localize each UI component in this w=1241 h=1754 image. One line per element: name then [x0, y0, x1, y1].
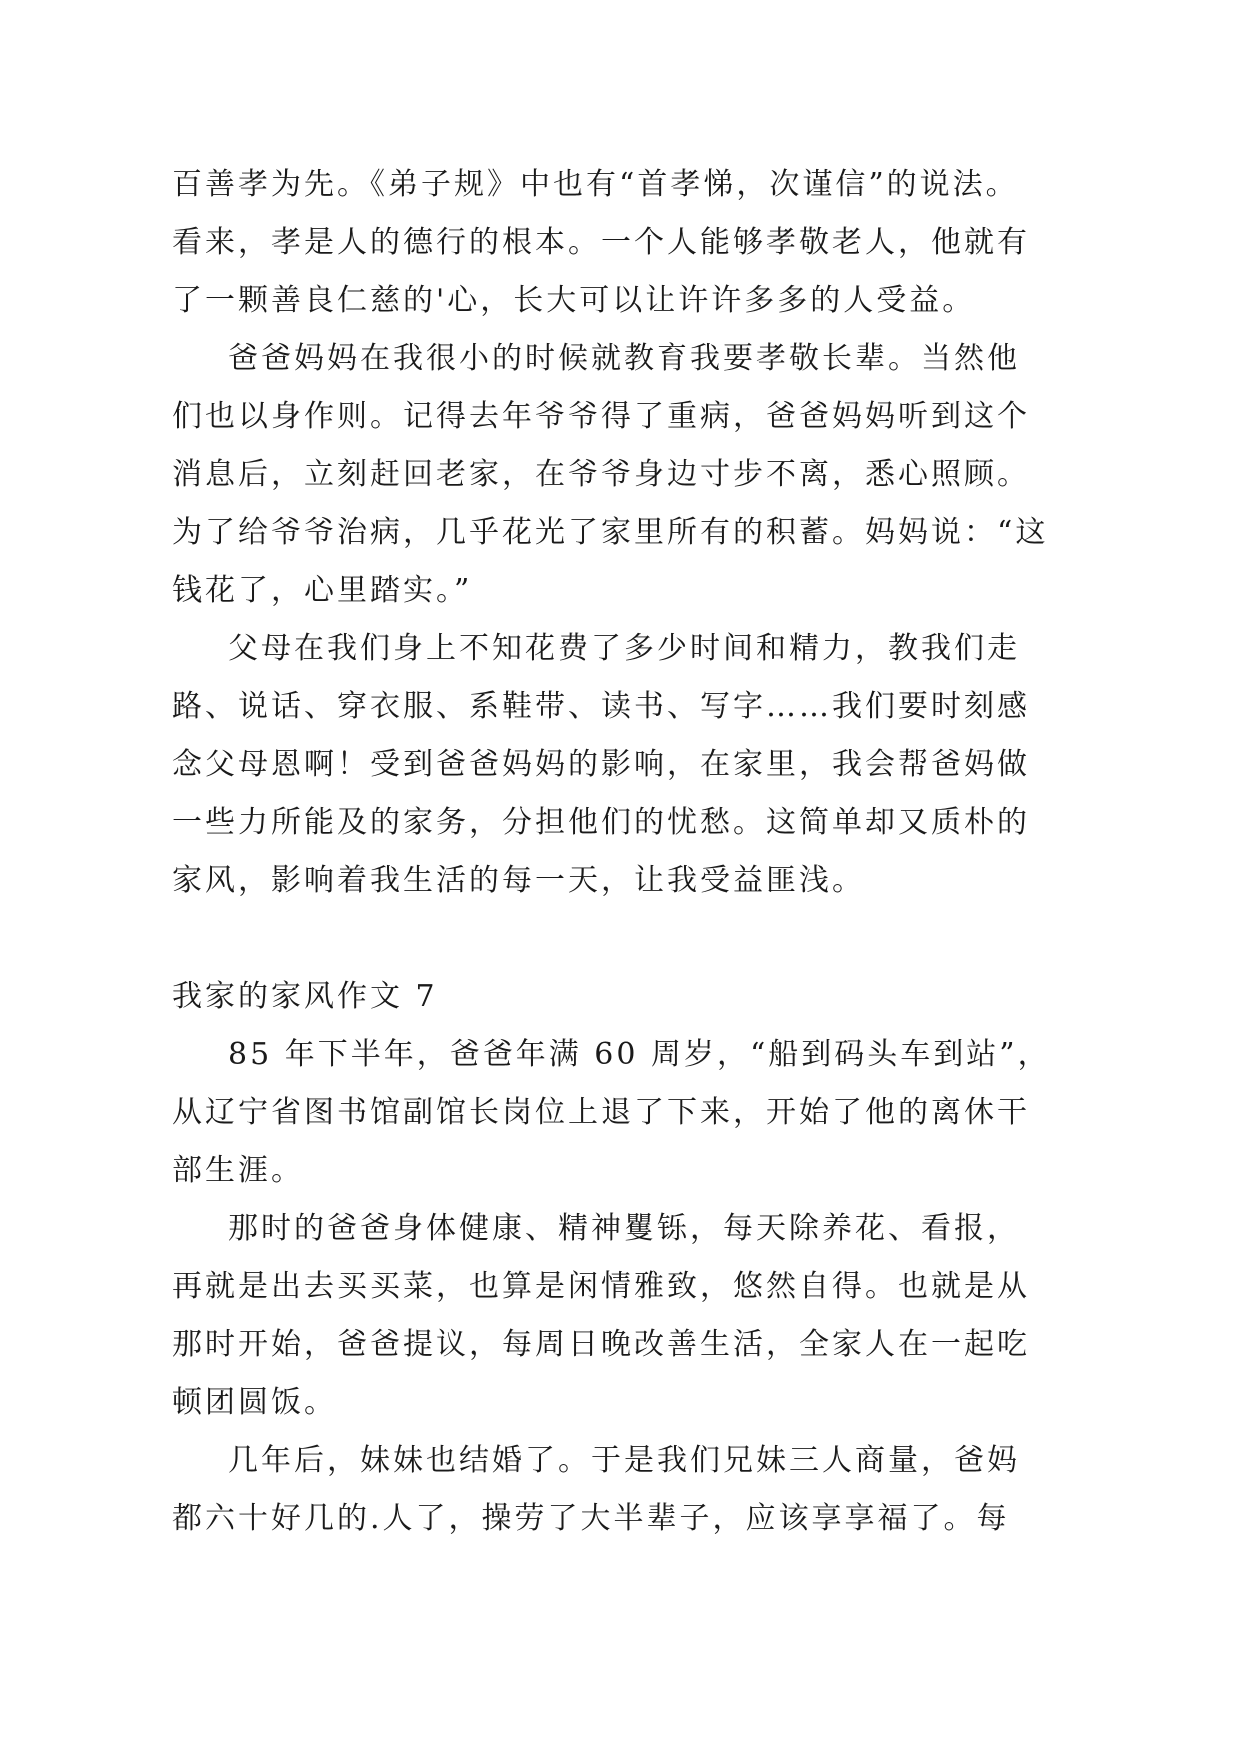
text-line: 百善孝为先。《弟子规》中也有“首孝悌，次谨信”的说法。: [172, 167, 1019, 202]
section-previous-essay: [172, 156, 1172, 910]
text-line: 了一颗善良仁慈的'心，长大可以让许许多多的人受益。: [172, 283, 976, 318]
paragraph: [172, 1200, 1172, 1432]
text-line: 那时的爸爸身体健康、精神矍铄，每天除养花、看报，: [228, 1211, 1020, 1246]
text-line: 85 年下半年，爸爸年满 60 周岁，“船到码头车到站”，: [228, 1037, 1051, 1072]
text-line: 们也以身作则。记得去年爷爷得了重病，爸爸妈妈听到这个: [172, 399, 1030, 434]
essay-title: 我家的家风作文 7: [172, 979, 438, 1014]
text-line: 那时开始，爸爸提议，每周日晚改善生活，全家人在一起吃: [172, 1327, 1030, 1362]
paragraph: [172, 620, 1172, 910]
paragraph: [172, 330, 1172, 620]
text-line: 消息后，立刻赶回老家，在爷爷身边寸步不离，悉心照顾。: [172, 457, 1030, 492]
text-line: 部生涯。: [172, 1153, 304, 1188]
paragraph-continued: [172, 156, 1172, 330]
text-line: 从辽宁省图书馆副馆长岗位上退了下来，开始了他的离休干: [172, 1095, 1030, 1130]
paragraph: [172, 1432, 1172, 1548]
text-line: 一些力所能及的家务，分担他们的忧愁。这简单却又质朴的: [172, 805, 1030, 840]
document-body: [172, 156, 1172, 1548]
text-line: 念父母恩啊！受到爸爸妈妈的影响，在家里，我会帮爸妈做: [172, 747, 1030, 782]
text-line: 几年后，妹妹也结婚了。于是我们兄妹三人商量，爸妈: [228, 1443, 1020, 1478]
text-line: 看来，孝是人的德行的根本。一个人能够孝敬老人，他就有: [172, 225, 1030, 260]
text-line: 父母在我们身上不知花费了多少时间和精力，教我们走: [228, 631, 1020, 666]
text-line: 爸爸妈妈在我很小的时候就教育我要孝敬长辈。当然他: [228, 341, 1020, 376]
section-essay-7: [172, 968, 1172, 1548]
text-line: 顿团圆饭。: [172, 1385, 337, 1420]
text-line: 路、说话、穿衣服、系鞋带、读书、写字……我们要时刻感: [172, 689, 1030, 724]
text-line: 为了给爷爷治病，几乎花光了家里所有的积蓄。妈妈说：“这: [172, 515, 1049, 550]
text-line: 都六十好几的.人了，操劳了大半辈子，应该享享福了。每: [172, 1501, 1010, 1536]
paragraph: [172, 1026, 1172, 1200]
text-line: 钱花了，心里踏实。”: [172, 573, 473, 608]
text-line: 家风，影响着我生活的每一天，让我受益匪浅。: [172, 863, 865, 898]
text-line: 再就是出去买买菜，也算是闲情雅致，悠然自得。也就是从: [172, 1269, 1030, 1304]
